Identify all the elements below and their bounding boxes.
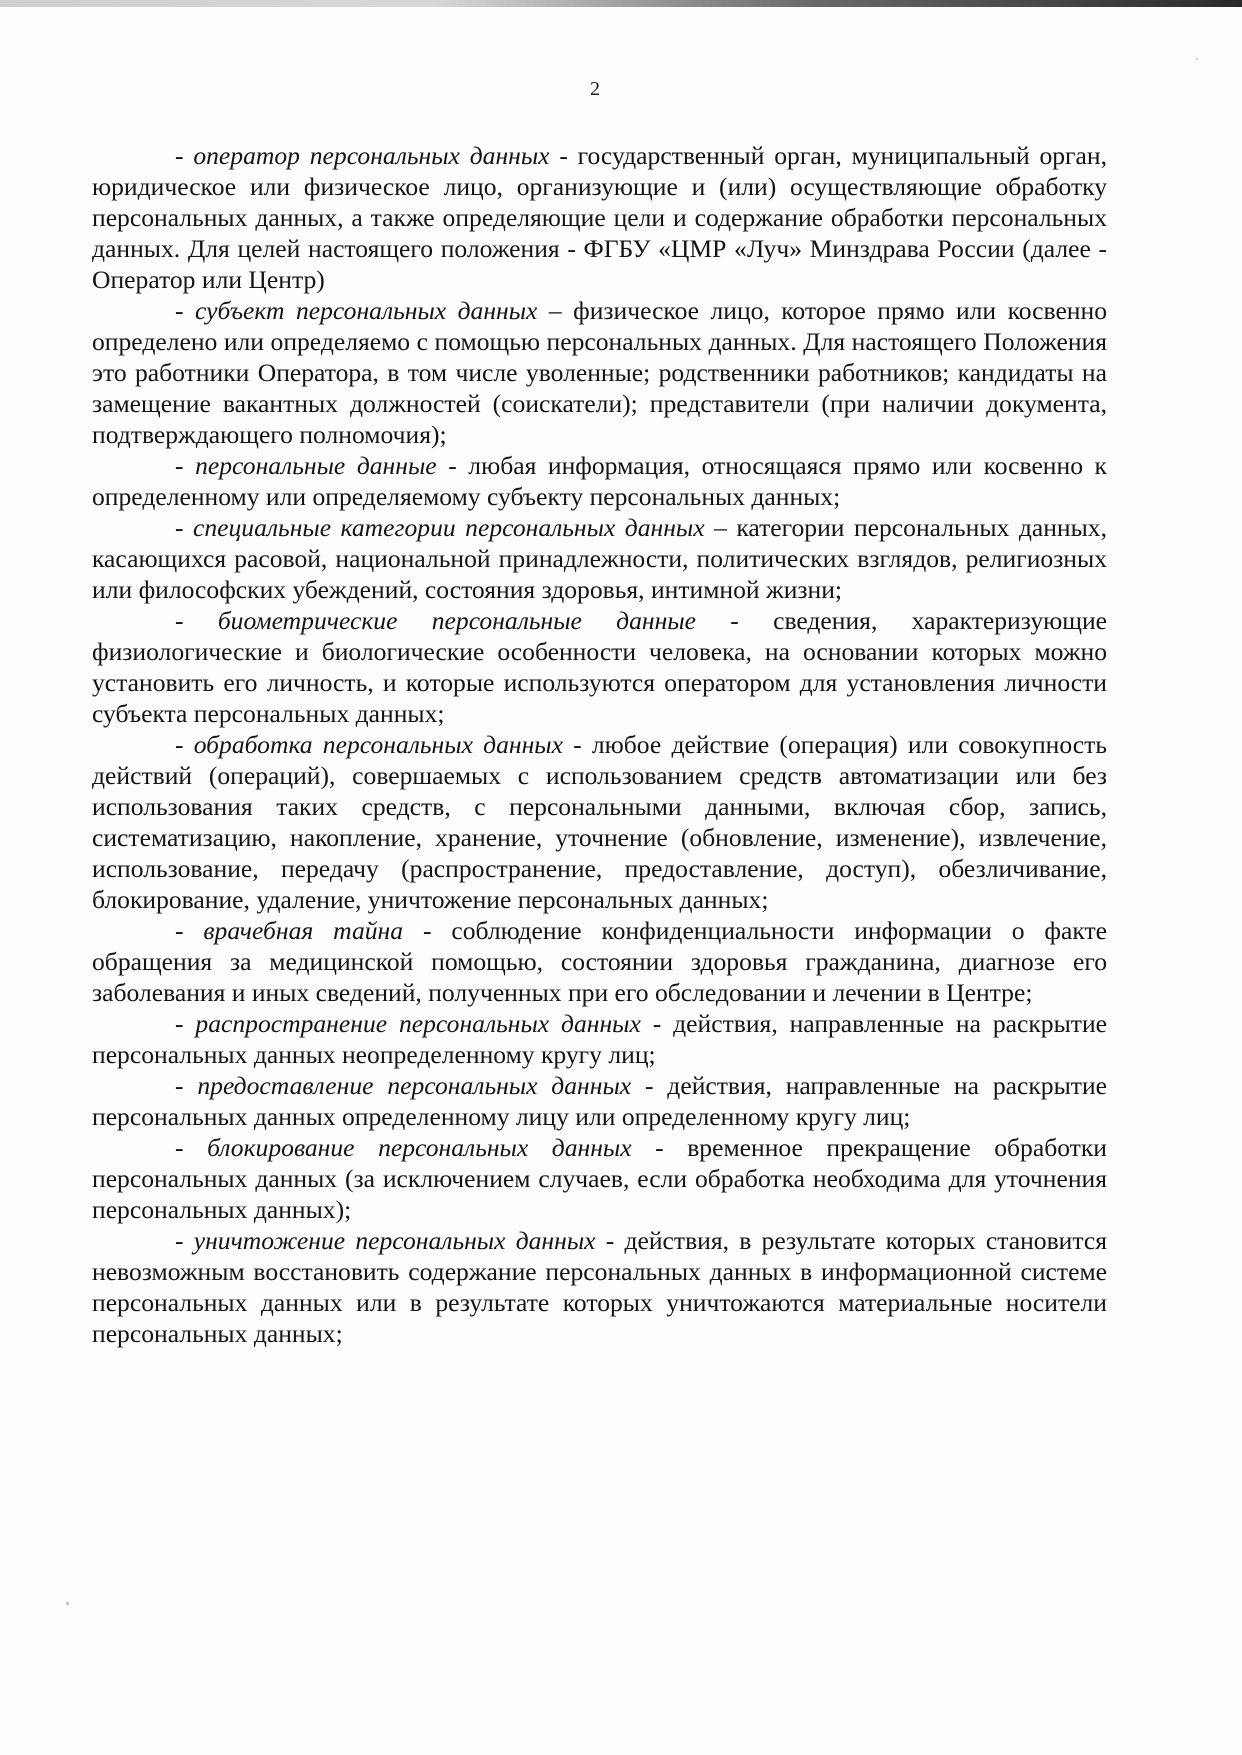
- definition-term: предоставление персональных данных: [197, 1071, 632, 1100]
- definition-text: - государственный орган, муниципальный орган, юридическое или физическое лицо, организующие и (или) осуществляющие обработку персональных данных, а также определяющие цели и содержание обработки персональных данных. Для целей настоящего положения - ФГБУ «ЦМР «Луч» Минздрава России (далее - Оператор или Центр): [92, 141, 1107, 294]
- entry-dash: -: [175, 1071, 198, 1100]
- definition-special-categories: [92, 512, 1107, 605]
- entry-dash: -: [175, 141, 194, 170]
- definition-text: – категории персональных данных, касающихся расовой, национальной принадлежности, политических взглядов, религиозных или философских убеждений, состояния здоровья, интимной жизни;: [92, 513, 1107, 604]
- definition-text: - временное прекращение обработки персональных данных (за исключением случаев, если обработка необходима для уточнения персональных данных);: [92, 1133, 1107, 1224]
- entry-dash: -: [175, 606, 218, 635]
- definition-provision: [92, 1070, 1107, 1132]
- definition-term: уничтожение персональных данных: [193, 1226, 596, 1255]
- definition-blocking: [92, 1132, 1107, 1225]
- definition-text: - сведения, характеризующие физиологические и биологические особенности человека, на основании которых можно установить его личность, и которые используются оператором для установления личности субъекта персональных данных;: [92, 606, 1108, 728]
- entry-dash: -: [175, 1009, 196, 1038]
- scan-speck: [1196, 58, 1198, 60]
- definition-operator: [92, 140, 1107, 295]
- entry-dash: -: [175, 296, 195, 325]
- definition-term: биометрические персональные данные: [217, 606, 697, 635]
- definition-text: - действия, направленные на раскрытие персональных данных неопределенному кругу лиц;: [92, 1009, 1108, 1069]
- entry-dash: -: [175, 1133, 208, 1162]
- definition-term: врачебная тайна: [203, 916, 404, 945]
- definition-text: – физическое лицо, которое прямо или косвенно определено или определяемо с помощью персональных данных. Для настоящего Положения это работники Оператора, в том числе уволенные; родственники работников; кандидаты на замещение вакантных должностей (соискатели); представители (при наличии документа, подтверждающего полномочия);: [92, 296, 1107, 449]
- definition-term: персональные данные: [195, 451, 437, 480]
- definition-term: обработка персональных данных: [193, 730, 563, 759]
- definition-text: - действия, в результате которых становится невозможным восстановить содержание персональных данных в информационной системе персональных данных или в результате которых уничтожаются материальные носители персональных данных;: [92, 1226, 1107, 1348]
- definition-text: - соблюдение конфиденциальности информации о факте обращения за медицинской помощью, состоянии здоровья гражданина, диагнозе его заболевания и иных сведений, полученных при его обследовании и лечении в Центре;: [92, 916, 1108, 1007]
- definition-term: блокирование персональных данных: [207, 1133, 632, 1162]
- definition-text: - любое действие (операция) или совокупность действий (операций), совершаемых с использованием средств автоматизации или без использования таких средств, с персональными данными, включая сбор, запись, систематизацию, накопление, хранение, уточнение (обновление, изменение), извлечение, использование, передачу (распространение, предоставление, доступ), обезличивание, блокирование, удаление, уничтожение персональных данных;: [92, 730, 1107, 914]
- definition-text: - любая информация, относящаяся прямо или косвенно к определенному или определяемому субъекту персональных данных;: [92, 451, 1107, 511]
- entry-dash: -: [175, 730, 194, 759]
- definition-medical-secrecy: [92, 915, 1107, 1008]
- definition-term: субъект персональных данных: [194, 296, 538, 325]
- definitions-list: [92, 140, 1107, 1349]
- definition-term: оператор персональных данных: [193, 141, 550, 170]
- definition-personal-data: [92, 450, 1107, 512]
- definition-destruction: [92, 1225, 1107, 1349]
- entry-dash: -: [175, 916, 204, 945]
- scan-speck: [66, 1602, 69, 1605]
- scan-top-edge: [0, 0, 1242, 7]
- definition-text: - действия, направленные на раскрытие персональных данных определенному лицу или определенному кругу лиц;: [92, 1071, 1107, 1131]
- entry-dash: -: [175, 513, 193, 542]
- definition-term: распространение персональных данных: [195, 1009, 641, 1038]
- definition-dissemination: [92, 1008, 1107, 1070]
- entry-dash: -: [175, 1226, 194, 1255]
- definition-biometric-data: [92, 605, 1107, 729]
- entry-dash: -: [175, 451, 196, 480]
- definition-subject: [92, 295, 1107, 450]
- definition-processing: [92, 729, 1107, 915]
- definition-term: специальные категории персональных данных: [192, 513, 705, 542]
- page-number: 2: [590, 78, 600, 100]
